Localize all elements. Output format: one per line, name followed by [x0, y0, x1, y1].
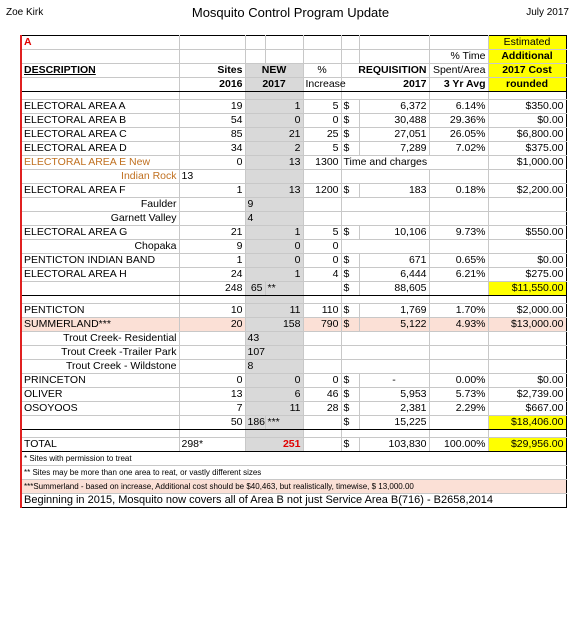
footnote: * Sites with permission to treat — [21, 452, 566, 466]
table-row: ELECTORAL AREA H 24 1 4 $ 6,444 6.21% $275.00 — [21, 268, 566, 282]
description-header: DESCRIPTION — [21, 64, 179, 78]
table-row: ELECTORAL AREA E New 0 13 1300 Time and charges $1,000.00 — [21, 156, 566, 170]
total-cost: $29,956.00 — [488, 438, 566, 452]
table-row: PRINCETON 0 0 0 $ - 0.00% $0.00 — [21, 374, 566, 388]
new-header: NEW — [245, 64, 303, 78]
author-name: Zoe Kirk — [6, 7, 44, 18]
table-row: PENTICTON INDIAN BAND 1 0 0 $ 671 0.65% $0.00 — [21, 254, 566, 268]
header-row-1 — [21, 36, 566, 50]
table-row: Trout Creek- Residential 43 — [21, 332, 566, 346]
report-date: July 2017 — [526, 7, 569, 18]
table-row: ELECTORAL AREA B 54 0 0 $ 30,488 29.36% $0.00 — [21, 114, 566, 128]
pct-header: % — [303, 64, 341, 78]
table-row: OSOYOOS 7 11 28 $ 2,381 2.29% $667.00 — [21, 402, 566, 416]
table-row: ELECTORAL AREA C 85 21 25 $ 27,051 26.05% $6,800.00 — [21, 128, 566, 142]
req-year-header: 2017 — [341, 78, 429, 92]
table-row: Trout Creek - Wildstone 8 — [21, 360, 566, 374]
rounded-header: rounded — [488, 78, 566, 92]
pct-time-header: % Time — [429, 50, 488, 64]
header-row-2 — [21, 50, 566, 64]
section-label: A — [21, 36, 179, 50]
header-row-3 — [21, 64, 566, 78]
spent-area-header: Spent/Area — [429, 64, 488, 78]
table-row: OLIVER 13 6 46 $ 5,953 5.73% $2,739.00 — [21, 388, 566, 402]
table-row: Trout Creek -Trailer Park 107 — [21, 346, 566, 360]
header-row-4 — [21, 78, 566, 92]
total-row: TOTAL 298* 251 $ 103,830 100.00% $29,956.00 — [21, 438, 566, 452]
table-row: SUMMERLAND*** 20 158 790 $ 5,122 4.93% $13,000.00 — [21, 318, 566, 332]
footnote: ** Sites may be more than one area to reat, or vastly different sizes — [21, 466, 566, 480]
footnote: ***Summerland - based on increase, Additional cost should be $40,463, but realistically, timewise, $ 13,000.00 — [21, 480, 566, 494]
mosquito-program-table — [20, 35, 567, 508]
new-year-header: 2017 — [245, 78, 303, 92]
total-new: 251 — [245, 438, 303, 452]
table-row: ELECTORAL AREA F 1 13 1200 $ 183 0.18% $2,200.00 — [21, 184, 566, 198]
footnote: Beginning in 2015, Mosquito now covers all of Area B not just Service Area B(716) - B2658,2014 — [21, 494, 566, 508]
subtotal-row: 248 65 ** $ 88,605 $11,550.00 — [21, 282, 566, 296]
avg-header: 3 Yr Avg — [429, 78, 488, 92]
page-title: Mosquito Control Program Update — [191, 5, 390, 20]
table-row: ELECTORAL AREA A 19 1 5 $ 6,372 6.14% $350.00 — [21, 100, 566, 114]
requisition-header: REQUISITION — [341, 64, 429, 78]
table-row: PENTICTON 10 11 110 $ 1,769 1.70% $2,000.00 — [21, 304, 566, 318]
table-row: ELECTORAL AREA D 34 2 5 $ 7,289 7.02% $375.00 — [21, 142, 566, 156]
increase-header: Increase — [303, 78, 341, 92]
table-row: Indian Rock 13 — [21, 170, 566, 184]
year-cost-header: 2017 Cost — [488, 64, 566, 78]
subtotal-row: 50 186 *** $ 15,225 $18,406.00 — [21, 416, 566, 430]
table-row: Faulder 9 — [21, 198, 566, 212]
total-label: TOTAL — [21, 438, 179, 452]
sites-year-header: 2016 — [179, 78, 245, 92]
table-row: ELECTORAL AREA G 21 1 5 $ 10,106 9.73% $550.00 — [21, 226, 566, 240]
additional-header: Additional — [488, 50, 566, 64]
table-row: Garnett Valley 4 — [21, 212, 566, 226]
estimated-header: Estimated — [488, 36, 566, 50]
sites-header: Sites — [179, 64, 245, 78]
table-row: Chopaka 9 0 0 — [21, 240, 566, 254]
